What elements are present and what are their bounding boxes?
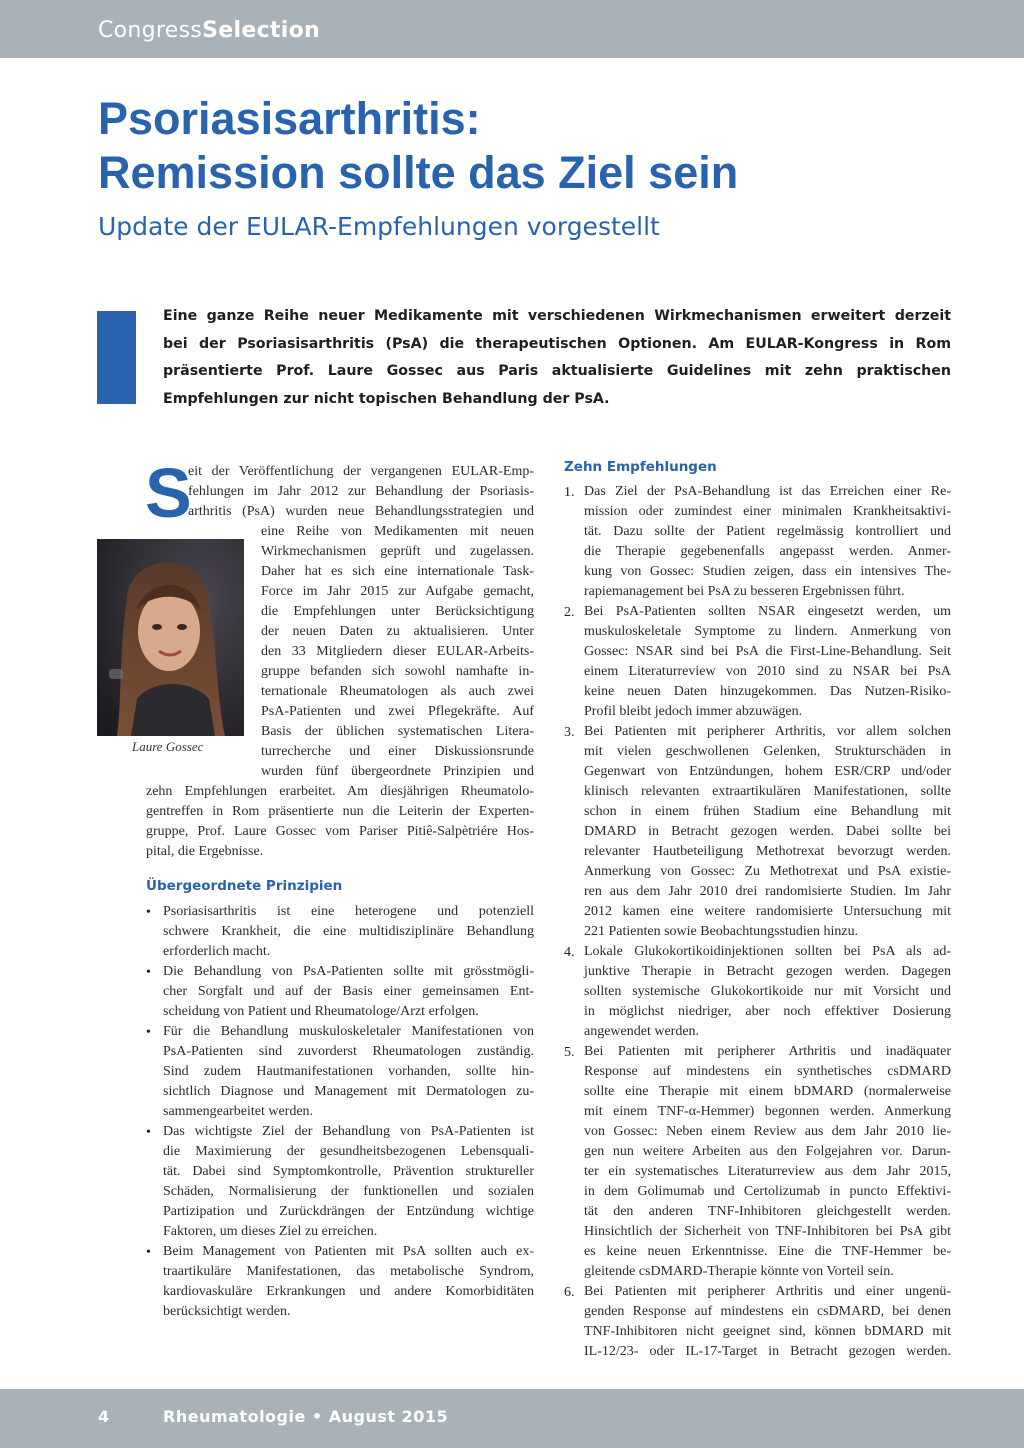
list-item-line: es keine neuen Erkenntnisse. Eine die TNF-Hemmer be- [584, 1244, 951, 1259]
list-item-line: schon in einem frühen Stadium eine Behandlung mit [584, 804, 951, 819]
list-item-line: klinisch relevanten extraartikulären Manifestationen, sollte [584, 784, 951, 799]
list-item-line: die Therapie gegebenenfalls angepasst werden. Anmer- [584, 544, 951, 559]
lead-initial-bar [97, 311, 136, 404]
principles-heading: Übergeordnete Prinzipien [146, 878, 343, 894]
list-item-line: ter ein systematisches Literaturreview aus dem Jahr 2015, [584, 1164, 951, 1179]
list-item-line: erforderlich macht. [163, 944, 271, 959]
intro-line: gruppe, Prof. Laure Gossec vom Pariser Pitiê-Salpètriére Hos- [146, 824, 534, 839]
list-item [584, 1042, 951, 1282]
list-item [584, 942, 951, 1042]
list-item-line: berücksichtigt werden. [163, 1304, 291, 1319]
list-item-line: sollten systemische Glukokortikoide nur mit Vorsicht und [584, 984, 951, 999]
list-item-line: PsA-Patienten sind zuvorderst Rheumatologen zuständig. [163, 1044, 534, 1059]
drop-cap: S [145, 454, 192, 532]
list-item-line: Beim Management von Patienten mit PsA sollten auch ex- [163, 1244, 534, 1259]
list-item-line: in möglichst niedriger, aber noch effektiver Dosierung [584, 1004, 951, 1019]
list-item-line: tät. Dabei sind Symptomkontrolle, Prävention struktureller [163, 1164, 534, 1179]
list-item-line: cher Sorgfalt und auf der Basis einer gemeinsamen Ent- [163, 984, 534, 999]
list-item-line: sichtlich Diagnose und Management mit Dermatologen zu- [163, 1084, 534, 1099]
intro-line: gruppe befanden sich sowohl namhafte in- [261, 664, 534, 679]
intro-line: PsA-Patienten und zwei Pflegekräfte. Auf [261, 704, 534, 719]
intro-middle [261, 522, 534, 782]
intro-line: gentreffen in Rom präsentierte nun die Leiterin der Experten- [146, 804, 534, 819]
list-item-line: Partizipation und Zurückdrängen der Entzündung wichtige [163, 1204, 534, 1219]
intro-line: zehn Empfehlungen erarbeitet. Am diesjährigen Rheumatolo- [146, 784, 534, 799]
list-item-line: ren aus dem Jahr 2010 drei randomisierte Studien. Im Jahr [584, 884, 951, 899]
list-item-line: einem Literaturreview von 2010 sind zu NSAR bei PsA [584, 664, 951, 679]
list-item-line: gleitende csDMARD-Therapie könnte von Vorteil sein. [584, 1264, 894, 1279]
lead-paragraph [163, 303, 951, 413]
intro-line: arthritis (PsA) wurden neue Behandlungsstrategien und [188, 504, 534, 519]
portrait-photo [97, 539, 244, 736]
list-item-line: Response auf mindestens ein synthetisches csDMARD [584, 1064, 951, 1079]
title-line-2: Remission sollte das Ziel sein [98, 147, 739, 198]
article-title [98, 92, 738, 200]
photo-caption: Laure Gossec [132, 739, 204, 754]
intro-line: Daher hat es sich eine internationale Task- [261, 564, 534, 579]
list-item-line: mission oder zumindest einer minimalen Krankheitsaktivi- [584, 504, 951, 519]
list-item-line: die Maximierung der gesundheitsbezogenen Lebensquali- [163, 1144, 534, 1159]
journal-issue: Rheumatologie • August 2015 [163, 1407, 449, 1426]
list-item [163, 1242, 534, 1322]
bullet-marker: • [146, 965, 151, 980]
list-item-line: muskuloskeletale Symptome zu lindern. Anmerkung von [584, 624, 951, 639]
list-item-line: Bei PsA-Patienten sollten NSAR eingesetzt werden, um [584, 604, 951, 619]
list-item-line: traartikuläre Manifestationen, das metabolische Syndrom, [163, 1264, 534, 1279]
list-item-line: Bei Patienten mit peripherer Arthritis und einer ungenü- [584, 1284, 951, 1299]
list-item-line: Die Behandlung von PsA-Patienten sollte mit grösstmögli- [163, 964, 534, 979]
intro-line: wurden fünf übergeordnete Prinzipien und [261, 764, 534, 779]
bullet-marker: • [146, 1125, 151, 1140]
intro-line: pital, die Ergebnisse. [146, 844, 264, 859]
list-item-line: Lokale Glukokortikoidinjektionen sollten bei PsA als ad- [584, 944, 951, 959]
list-item-line: TNF-Inhibitoren nicht geeignet sind, können bDMARD mit [584, 1324, 951, 1339]
list-item-line: in dem Golimumab und Certolizumab in puncto Effektivi- [584, 1184, 951, 1199]
list-number: 6. [564, 1285, 575, 1300]
intro-line: der neuen Daten zu aktualisieren. Unter [261, 624, 534, 639]
list-item [163, 1122, 534, 1242]
footer-bar [0, 1389, 1024, 1448]
list-item-line: kardiovaskuläre Erkrankungen und andere Komorbiditäten [163, 1284, 534, 1299]
intro-line: ternationale Rheumatologen als auch zwei [261, 684, 534, 699]
list-item [584, 602, 951, 722]
list-item [163, 902, 534, 962]
list-item-line: Psoriasisarthritis ist eine heterogene und potenziell [163, 904, 534, 919]
intro-line: eine Reihe von Medikamenten mit neuen [261, 524, 534, 539]
list-item-line: relevanter Hautbeteiligung Methotrexat bevorzugt werden. [584, 844, 951, 859]
list-item-line: schwere Krankheit, die eine multidisziplinäre Behandlung [163, 924, 534, 939]
list-item-line: Anmerkung von Gossec: Zu Methotrexat und PsA existie- [584, 864, 951, 879]
list-item-line: rapiemanagement bei PsA zu besseren Ergebnissen führt. [584, 584, 905, 599]
lead-line: Empfehlungen zur nicht topischen Behandlung der PsA. [163, 390, 610, 407]
lead-line: bei der Psoriasisarthritis (PsA) die therapeutischen Optionen. Am EULAR-Kongress in Rom [163, 335, 951, 352]
list-item-line: Hinsichtlich der Sicherheit von TNF-Inhibitoren bei PsA gibt [584, 1224, 951, 1239]
brand-bold: Selection [202, 18, 320, 43]
intro-line: turrecherche und einer Diskussionsrunde [261, 744, 534, 759]
intro-line: Basis der üblichen systematischen Litera- [261, 724, 534, 739]
list-item-line: IL-12/23- oder IL-17-Target in Betracht gezogen werden. [584, 1344, 951, 1359]
list-item-line: Gegenwart von Entzündungen, hohem ESR/CRP und/oder [584, 764, 951, 779]
list-item-line: Gossec: NSAR sind bei PsA die First-Line-Behandlung. Seit [584, 644, 951, 659]
intro-line: Force im Jahr 2015 zur Aufgabe gemacht, [261, 584, 534, 599]
list-item [584, 722, 951, 942]
list-item-line: Schäden, Normalisierung der funktionellen und sozialen [163, 1184, 534, 1199]
list-item-line: 2012 kamen eine weitere randomisierte Untersuchung mit [584, 904, 951, 919]
lead-line: Eine ganze Reihe neuer Medikamente mit verschiedenen Wirkmechanismen erweitert derzeit [163, 308, 951, 324]
list-item-line: gen nun weitere Arbeiten aus den Folgejahren vor. Darun- [584, 1144, 951, 1159]
list-item-line: Profil bleibt jedoch immer abzuwägen. [584, 704, 803, 719]
list-item-line: 221 Patienten sowie Beobachtungsstudien hinzu. [584, 924, 859, 939]
lead-line: präsentierte Prof. Laure Gossec aus Paris aktualisierte Guidelines mit zehn praktischen [163, 363, 951, 379]
recommendations-heading: Zehn Empfehlungen [564, 459, 717, 475]
list-item [584, 482, 951, 602]
list-item-line: Faktoren, um dieses Ziel zu erreichen. [163, 1224, 378, 1239]
page-number: 4 [98, 1407, 110, 1426]
intro-bottom [146, 782, 534, 862]
list-number: 2. [564, 605, 575, 620]
brand-light: Congress [98, 18, 203, 43]
list-item-line: tät. Dazu sollte der Patient regelmässig kontrolliert und [584, 524, 951, 539]
intro-line: Wirkmechanismen geprüft und zugelassen. [261, 544, 534, 559]
intro-line: fehlungen im Jahr 2012 zur Behandlung der Psoriasis- [188, 484, 534, 499]
list-item [584, 1282, 951, 1362]
list-item [163, 1022, 534, 1122]
portrait-illustration [97, 539, 244, 736]
list-item-line: DMARD in Betracht gezogen werden. Dabei sollte bei [584, 824, 951, 839]
title-line-1: Psoriasisarthritis: [98, 93, 481, 144]
list-item-line: kung von Gossec: Studien zeigen, dass ein intensives The- [584, 564, 951, 579]
list-item-line: Für die Behandlung muskuloskeletaler Manifestationen von [163, 1024, 534, 1039]
list-number: 3. [564, 725, 575, 740]
list-item-line: angewendet werden. [584, 1024, 700, 1039]
list-item-line: sammengearbeitet werden. [163, 1104, 314, 1119]
brand-logo [98, 18, 320, 43]
bullet-marker: • [146, 1025, 151, 1040]
list-item-line: scheidung von Patient und Rheumatologe/Arzt erfolgen. [163, 1004, 479, 1019]
list-item-line: Bei Patienten mit peripherer Arthritis und inadäquater [584, 1044, 951, 1059]
intro-line: eit der Veröffentlichung der vergangenen EULAR-Emp- [188, 464, 534, 479]
list-item [163, 962, 534, 1022]
list-number: 5. [564, 1045, 575, 1060]
list-number: 4. [564, 945, 575, 960]
list-item-line: mit vielen geschwollenen Gelenken, Strukturschäden in [584, 744, 951, 759]
list-item-line: Bei Patienten mit peripherer Arthritis, vor allem solchen [584, 724, 951, 739]
list-item-line: Das Ziel der PsA-Behandlung ist das Erreichen einer Re- [584, 484, 951, 499]
list-number: 1. [564, 485, 575, 500]
list-item-line: Das wichtigste Ziel der Behandlung von PsA-Patienten ist [163, 1124, 534, 1139]
bullet-marker: • [146, 1245, 151, 1260]
article-subtitle: Update der EULAR-Empfehlungen vorgestellt [98, 212, 660, 241]
list-item-line: keine neuen Daten hinzugekommen. Das Nutzen-Risiko- [584, 684, 951, 699]
intro-top [188, 462, 534, 522]
list-item-line: genden Response auf mindestens ein csDMARD, bei denen [584, 1304, 951, 1319]
list-item-line: tät den anderen TNF-Inhibitoren gleichgestellt werden. [584, 1204, 951, 1219]
list-item-line: von Gossec: Neben einem Review aus dem Jahr 2010 lie- [584, 1124, 951, 1139]
bullet-marker: • [146, 905, 151, 920]
list-item-line: sollte eine Therapie mit einem bDMARD (normalerweise [584, 1084, 951, 1099]
intro-line: die Empfehlungen unter Berücksichtigung [261, 604, 534, 619]
list-item-line: mit einem TNF-α-Hemmer) begonnen werden. Anmerkung [584, 1104, 951, 1119]
intro-line: den 33 Mitgliedern dieser EULAR-Arbeits- [261, 644, 534, 659]
list-item-line: junktive Therapie in Betracht gezogen werden. Dagegen [584, 964, 951, 979]
list-item-line: Sind zudem Hautmanifestationen vorhanden, sollte hin- [163, 1064, 534, 1079]
